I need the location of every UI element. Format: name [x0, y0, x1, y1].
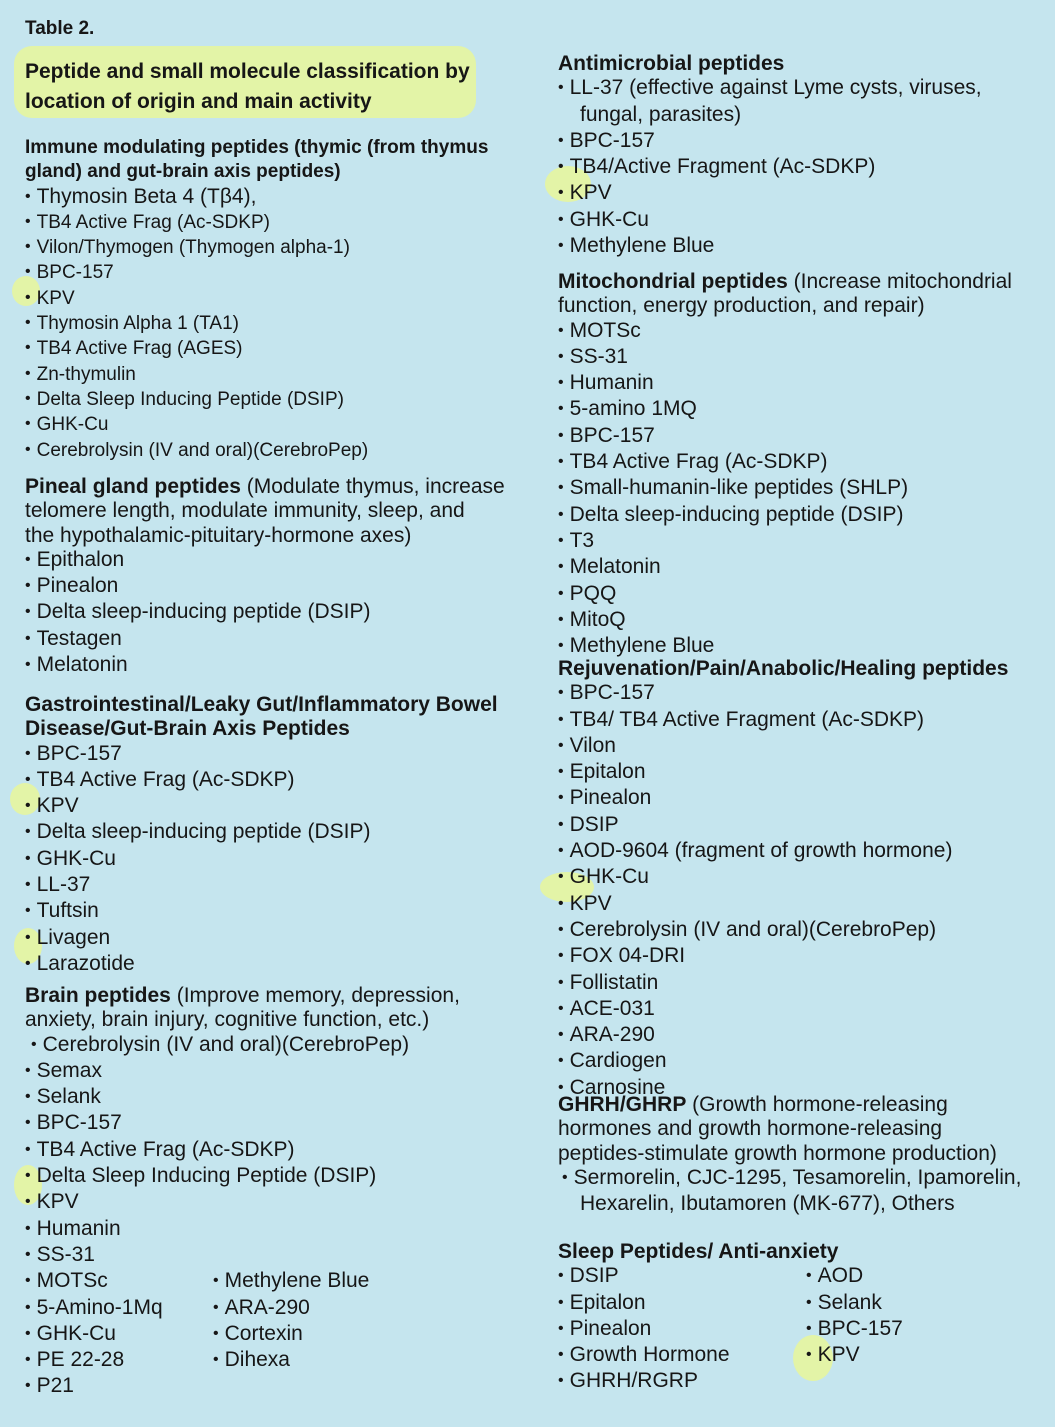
list-item: • AOD-9604 (fragment of growth hormone) — [558, 839, 1048, 865]
mito-title-rest: (Increase mitochondrial — [787, 270, 1012, 293]
mito-title-bold: Mitochondrial peptides — [558, 270, 788, 293]
pineal-section — [25, 475, 535, 679]
list-item: • Methylene Blue — [558, 634, 1048, 660]
list-item: • BPC-157 — [25, 261, 535, 286]
list-item: • TB4 Active Frag (Ac-SDKP) — [558, 450, 1048, 476]
list-item: • Vilon — [558, 734, 1048, 760]
list-item: • TB4 Active Frag (Ac-SDKP) — [25, 768, 535, 794]
immune-title — [25, 136, 535, 185]
list-item: • Humanin — [25, 1217, 535, 1243]
list-item: • P21 — [25, 1374, 163, 1400]
brain-two-col — [25, 1269, 535, 1398]
gi-list — [25, 742, 535, 979]
pineal-title-bold: Pineal gland peptides — [25, 475, 241, 498]
mito-list — [558, 319, 1048, 661]
sleep-title — [558, 1240, 1048, 1264]
antimicrobial-section — [558, 52, 1048, 260]
pineal-title-line2: telomere length, modulate immunity, sleep, and — [25, 499, 465, 523]
list-item: • GHRH/RGRP — [558, 1369, 730, 1395]
list-item: • LL-37 (effective against Lyme cysts, viruses, — [558, 76, 1048, 102]
list-item-continuation: Hexarelin, Ibutamoren (MK-677), Others — [580, 1192, 955, 1216]
list-item: • BPC-157 — [25, 742, 535, 768]
pineal-title — [25, 475, 535, 548]
ghrh-title-rest: (Growth hormone-releasing — [686, 1093, 948, 1116]
list-item: • TB4 Active Frag (Ac-SDKP) — [25, 211, 535, 236]
list-item: • Epithalon — [25, 548, 535, 574]
list-item: • PE 22-28 — [25, 1348, 163, 1374]
list-item: • SS-31 — [25, 1243, 535, 1269]
list-item: • MitoQ — [558, 608, 1048, 634]
list-item: • Tuftsin — [25, 899, 535, 925]
list-item: • ARA-290 — [558, 1023, 1048, 1049]
list-item: • Cerebrolysin (IV and oral)(CerebroPep) — [25, 439, 535, 464]
list-item: • SS-31 — [558, 345, 1048, 371]
rejuv-title — [558, 657, 1048, 681]
list-item-continuation: fungal, parasites) — [580, 102, 742, 126]
list-item: • AOD — [806, 1264, 903, 1290]
list-item: • TB4 Active Frag (Ac-SDKP) — [25, 1138, 535, 1164]
ghrh-title — [558, 1093, 1048, 1166]
list-item: • TB4 Active Frag (AGES) — [25, 337, 535, 362]
list-item: • 5-Amino-1Mq — [25, 1296, 163, 1322]
gi-title-line2: Disease/Gut-Brain Axis Peptides — [25, 717, 350, 741]
list-item: • GHK-Cu — [25, 413, 535, 438]
list-item: • T3 — [558, 529, 1048, 555]
rejuv-list — [558, 681, 1048, 1102]
list-item: • Vilon/Thymogen (Thymogen alpha-1) — [25, 236, 535, 261]
list-item: • Cardiogen — [558, 1049, 1048, 1075]
antimicrobial-title-text: Antimicrobial peptides — [558, 52, 785, 75]
list-item: • Follistatin — [558, 971, 1048, 997]
brain-col-a — [25, 1269, 163, 1400]
list-item: • Testagen — [25, 627, 535, 653]
list-item: • ARA-290 — [213, 1296, 369, 1322]
list-item: • Semax — [25, 1059, 535, 1085]
list-item: • Dihexa — [213, 1348, 369, 1374]
rejuv-title-text: Rejuvenation/Pain/Anabolic/Healing peptides — [558, 657, 1009, 680]
brain-col-b — [213, 1269, 369, 1374]
list-item: • Delta Sleep Inducing Peptide (DSIP) — [25, 388, 535, 413]
list-item: • Delta sleep-inducing peptide (DSIP) — [25, 600, 535, 626]
immune-list — [25, 185, 535, 464]
list-item: • Zn-thymulin — [25, 363, 535, 388]
list-item: • GHK-Cu — [25, 1322, 163, 1348]
main-title-line2: location of origin and main activity — [25, 90, 372, 113]
list-item: • Sermorelin, CJC-1295, Tesamorelin, Ipamorelin, — [558, 1166, 1048, 1192]
list-item: • Selank — [806, 1291, 903, 1317]
sleep-section — [558, 1240, 1048, 1393]
list-item: • KPV — [806, 1343, 903, 1369]
list-item: • Pinealon — [558, 1317, 730, 1343]
list-item: • Thymosin Beta 4 (Tβ4), — [25, 185, 535, 211]
list-item: • Cerebrolysin (IV and oral)(CerebroPep) — [558, 918, 1048, 944]
list-item: • DSIP — [558, 813, 1048, 839]
list-item: • Delta sleep-inducing peptide (DSIP) — [558, 503, 1048, 529]
ghrh-list — [558, 1166, 1048, 1219]
list-item: • Humanin — [558, 371, 1048, 397]
rejuv-section — [558, 657, 1048, 1102]
list-item: • BPC-157 — [806, 1317, 903, 1343]
table-label: Table 2. — [25, 18, 95, 39]
gi-title — [25, 693, 535, 742]
ghrh-title-line2: hormones and growth hormone-releasing — [558, 1117, 943, 1141]
list-item: • KPV — [558, 892, 1048, 918]
main-title-line1: Peptide and small molecule classification by — [25, 60, 470, 83]
ghrh-title-bold: GHRH/GHRP — [558, 1093, 687, 1116]
sleep-col-b — [806, 1264, 903, 1369]
sleep-title-text: Sleep Peptides/ Anti-anxiety — [558, 1240, 839, 1263]
pineal-title-rest: (Modulate thymus, increase — [240, 475, 505, 498]
list-item: • BPC-157 — [558, 681, 1048, 707]
list-item: • Pinealon — [25, 574, 535, 600]
list-item: • Cerebrolysin (IV and oral)(CerebroPep) — [25, 1033, 535, 1059]
list-item: • Small-humanin-like peptides (SHLP) — [558, 476, 1048, 502]
mito-section — [558, 270, 1048, 660]
list-item: • Thymosin Alpha 1 (TA1) — [25, 312, 535, 337]
list-item: • Selank — [25, 1085, 535, 1111]
list-item: • GHK-Cu — [558, 865, 1048, 891]
list-item: • BPC-157 — [558, 424, 1048, 450]
list-item: • Livagen — [25, 926, 535, 952]
list-item: • KPV — [25, 287, 535, 312]
list-item: • FOX 04-DRI — [558, 944, 1048, 970]
brain-list — [25, 1033, 535, 1270]
list-item: • KPV — [558, 181, 1048, 207]
list-item: • MOTSc — [25, 1269, 163, 1295]
immune-title-line2: gland) and gut-brain axis peptides) — [25, 161, 341, 183]
brain-title — [25, 984, 535, 1033]
pineal-title-line3: the hypothalamic-pituitary-hormone axes) — [25, 523, 412, 547]
immune-title-line1: Immune modulating peptides (thymic (from thymus — [25, 137, 489, 158]
list-item: • GHK-Cu — [558, 208, 1048, 234]
list-item: • LL-37 — [25, 873, 535, 899]
gi-title-line1: Gastrointestinal/Leaky Gut/Inflammatory Bowel — [25, 693, 498, 716]
pineal-list — [25, 548, 535, 679]
list-item: • KPV — [25, 794, 535, 820]
list-item: • PQQ — [558, 582, 1048, 608]
sleep-col-a — [558, 1264, 730, 1395]
list-item: • Methylene Blue — [558, 234, 1048, 260]
list-item: • TB4/ TB4 Active Fragment (Ac-SDKP) — [558, 708, 1048, 734]
list-item: • 5-amino 1MQ — [558, 397, 1048, 423]
list-item: • Delta Sleep Inducing Peptide (DSIP) — [25, 1164, 535, 1190]
antimicrobial-title — [558, 52, 1048, 76]
mito-title-line2: function, energy production, and repair) — [558, 294, 925, 318]
antimicrobial-list — [558, 76, 1048, 260]
brain-title-rest: (Improve memory, depression, — [170, 984, 460, 1007]
gi-section — [25, 693, 535, 978]
list-item: • MOTSc — [558, 319, 1048, 345]
list-item: • BPC-157 — [25, 1111, 535, 1137]
list-item: • GHK-Cu — [25, 847, 535, 873]
list-item: • Growth Hormone — [558, 1343, 730, 1369]
list-item: • Epitalon — [558, 760, 1048, 786]
immune-section — [25, 136, 535, 464]
ghrh-title-line3: peptides-stimulate growth hormone production) — [558, 1141, 997, 1165]
brain-title-bold: Brain peptides — [25, 984, 171, 1007]
mito-title — [558, 270, 1048, 319]
list-item: • Carnosine — [558, 1076, 1048, 1102]
list-item: • Epitalon — [558, 1291, 730, 1317]
sleep-two-col — [558, 1264, 1048, 1393]
list-item: • Methylene Blue — [213, 1269, 369, 1295]
list-item: • BPC-157 — [558, 129, 1048, 155]
list-item: • Larazotide — [25, 952, 535, 978]
brain-section — [25, 984, 535, 1398]
list-item: • Pinealon — [558, 786, 1048, 812]
list-item: • DSIP — [558, 1264, 730, 1290]
list-item: • Melatonin — [25, 653, 535, 679]
ghrh-section — [558, 1093, 1048, 1218]
list-item: • Delta sleep-inducing peptide (DSIP) — [25, 820, 535, 846]
list-item: • Cortexin — [213, 1322, 369, 1348]
list-item: • ACE-031 — [558, 997, 1048, 1023]
list-item: • KPV — [25, 1190, 535, 1216]
main-title — [25, 57, 495, 117]
list-item: • Melatonin — [558, 555, 1048, 581]
brain-title-line2: anxiety, brain injury, cognitive function, etc.) — [25, 1008, 430, 1032]
list-item: • TB4/Active Fragment (Ac-SDKP) — [558, 155, 1048, 181]
